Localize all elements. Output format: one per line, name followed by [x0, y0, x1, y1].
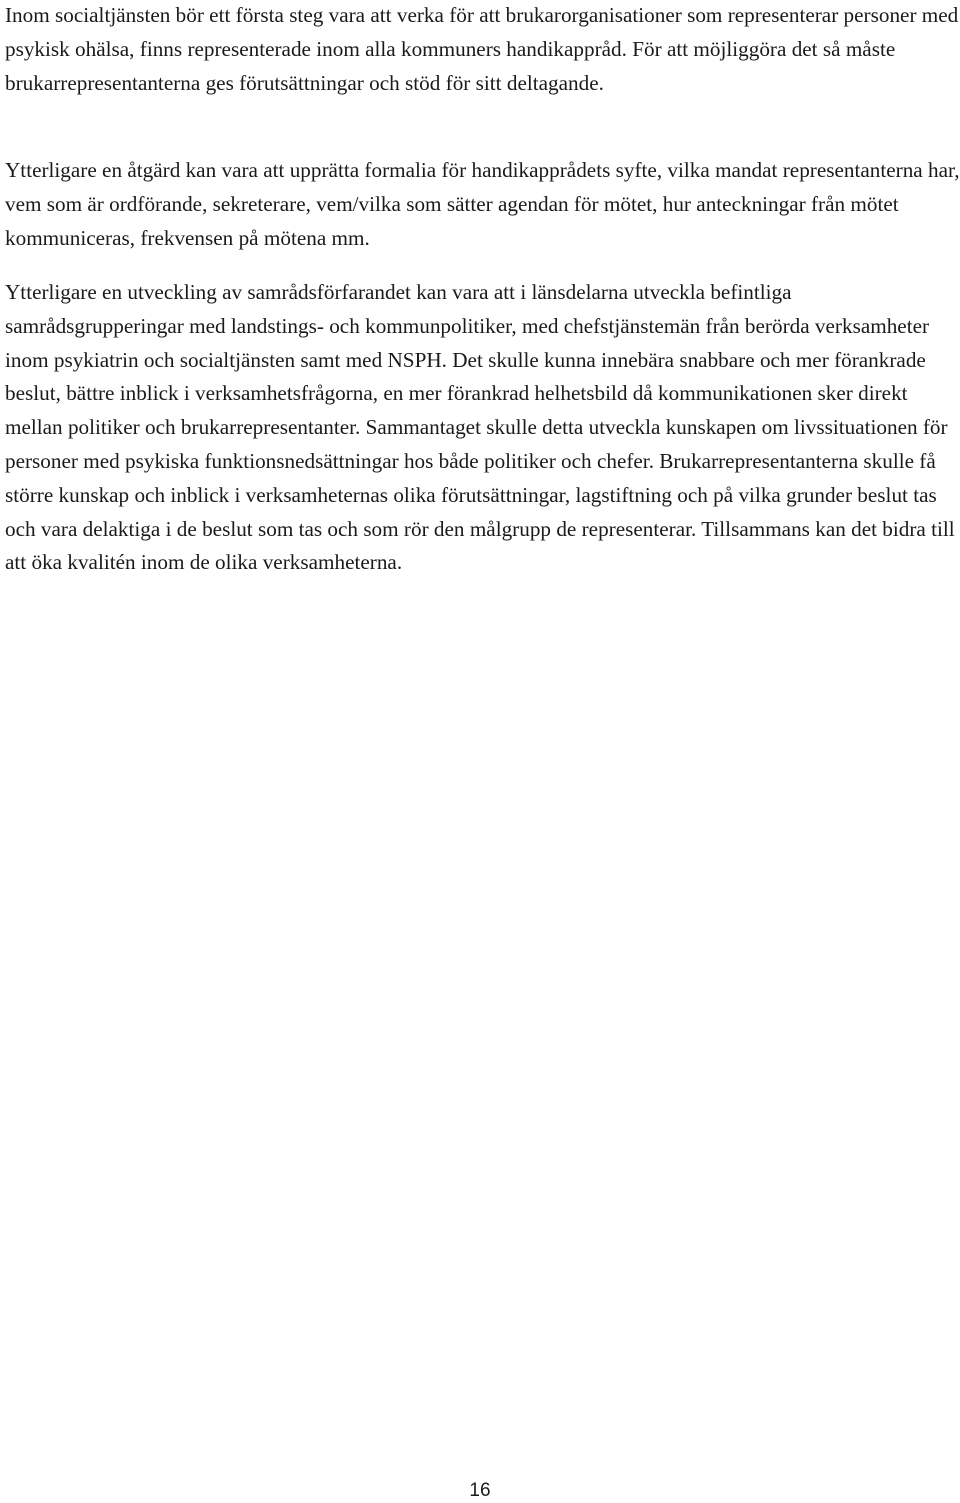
paragraph: Inom socialtjänsten bör ett första steg vara att verka för att brukarorganisationer som representerar personer med psykisk ohälsa, finns representerade inom alla kommuners handikappråd. För att möjliggöra det så måste brukarrepresentanterna ges förutsättningar och stöd för sitt deltagande.	[5, 3, 959, 95]
paragraph: Ytterligare en åtgärd kan vara att upprätta formalia för handikapprådets syfte, vilka mandat representanterna har, vem som är ordförande, sekreterare, vem/vilka som sätter agendan för mötet, hur anteckningar från mötet kommuniceras, frekvensen på mötena mm.	[5, 158, 960, 250]
paragraph: Ytterligare en utveckling av samrådsförfarandet kan vara att i länsdelarna utveckla befintliga samrådsgrupperingar med landstings- och kommunpolitiker, med chefstjänstemän från berörda verksamheter inom psykiatrin och socialtjänsten samt med NSPH. Det skulle kunna innebära snabbare och mer förankrade beslut, bättre inblick i verksamhetsfrågorna, en mer förankrad helhetsbild då kommunikationen sker direkt mellan politiker och brukarrepresentanter. Sammantaget skulle detta utveckla kunskapen om livssituationen för personer med psykiska funktionsnedsättningar hos både politiker och chefer. Brukarrepresentanterna skulle få större kunskap och inblick i verksamheternas olika förutsättningar, lagstiftning och på vilka grunder beslut tas och vara delaktiga i de beslut som tas och som rör den målgrupp de representerar. Tillsammans kan det bidra till att öka kvalitén inom de olika verksamheterna.	[5, 280, 955, 575]
page-number: 16	[469, 1480, 491, 1501]
